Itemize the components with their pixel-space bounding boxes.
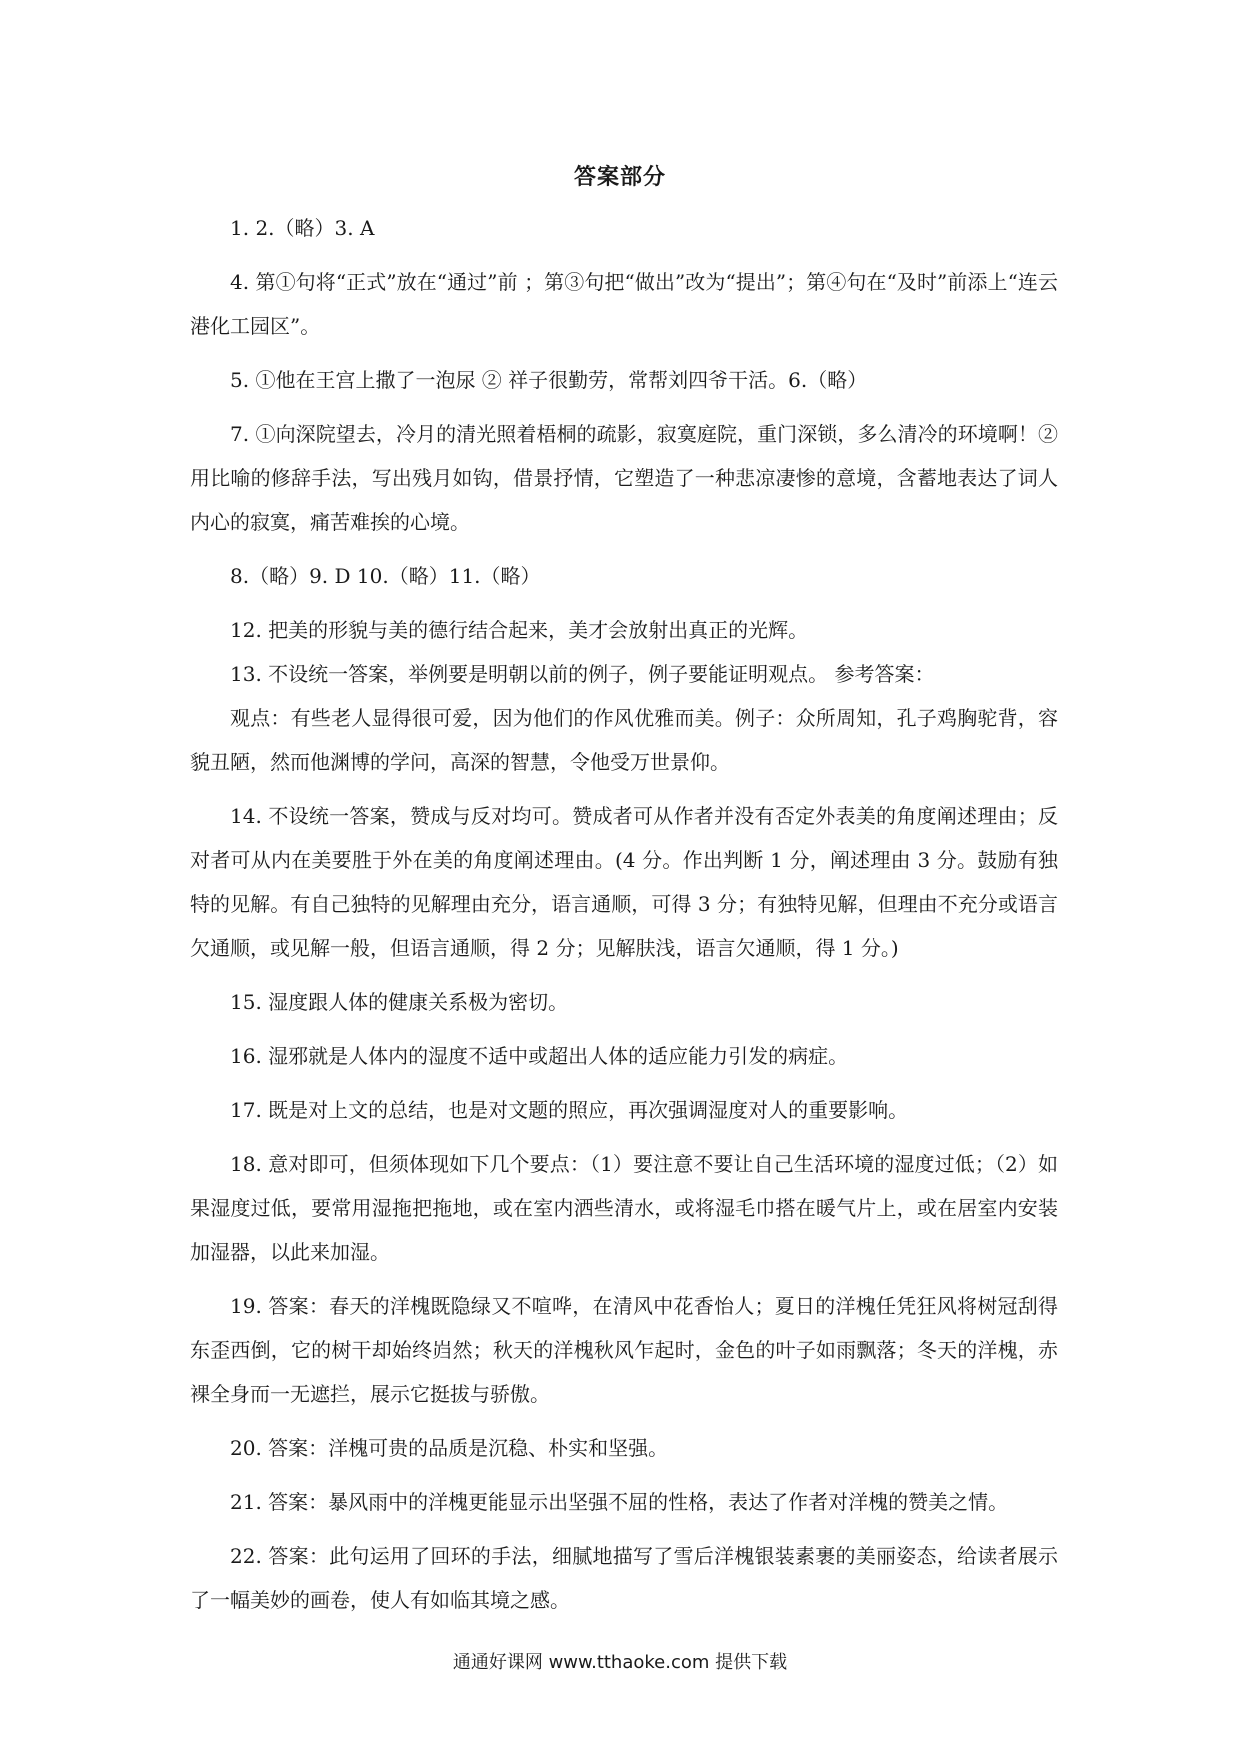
answer-7: 7. ①向深院望去，冷月的清光照着梧桐的疏影，寂寞庭院，重门深锁，多么清冷的环境啊！②用比喻的修辞手法，写出残月如钩，借景抒情，它塑造了一种悲凉凄惨的意境，含蓄地表达了词人内心的寂寞，痛苦难挨的心境。 [190,422,1058,534]
answer-8-11: 8.（略）9. D 10.（略）11.（略） [230,564,541,588]
answer-13-reference: 观点：有些老人显得很可爱，因为他们的作风优雅而美。例子：众所周知，孔子鸡胸驼背，容貌丑陋，然而他渊博的学问，高深的智慧，令他受万世景仰。 [190,706,1058,774]
answer-22: 22. 答案：此句运用了回环的手法，细腻地描写了雪后洋槐银装素裹的美丽姿态，给读者展示了一幅美妙的画卷，使人有如临其境之感。 [190,1544,1058,1612]
answer-16: 16. 湿邪就是人体内的湿度不适中或超出人体的适应能力引发的病症。 [230,1044,849,1068]
answer-14: 14. 不设统一答案，赞成与反对均可。赞成者可从作者并没有否定外表美的角度阐述理由；反对者可从内在美要胜于外在美的角度阐述理由。(4 分。作出判断 1 分，阐述理由 3 分。鼓励有独特的见解。有自己独特的见解理由充分，语言通顺，可得 3 分；有独特见解，但理由不充分或语言欠通顺，或见解一般，但语言通顺，得 2 分；见解肤浅，语言欠通顺，得 1 分。) [190,804,1058,960]
answer-20: 20. 答案：洋槐可贵的品质是沉稳、朴实和坚强。 [230,1436,669,1460]
page-footer: 通通好课网 www.tthaoke.com 提供下载 [452,1652,788,1673]
page-title: 答案部分 [573,165,666,190]
answer-12: 12. 把美的形貌与美的德行结合起来，美才会放射出真正的光辉。 [230,618,809,642]
answer-4: 4. 第①句将“正式”放在“通过”前 ；第③句把“做出”改为“提出”；第④句在“及时”前添上“连云港化工园区”。 [190,270,1058,338]
answer-5-6: 5. ①他在王宫上撒了一泡尿 ② 祥子很勤劳，常帮刘四爷干活。6.（略） [230,368,868,392]
answer-21: 21. 答案：暴风雨中的洋槐更能显示出坚强不屈的性格，表达了作者对洋槐的赞美之情。 [230,1490,1009,1514]
answer-1-3: 1. 2.（略）3. A [230,216,375,240]
answer-15: 15. 湿度跟人体的健康关系极为密切。 [230,990,569,1014]
answer-18: 18. 意对即可，但须体现如下几个要点：（1）要注意不要让自己生活环境的湿度过低；（2）如果湿度过低，要常用湿拖把拖地，或在室内洒些清水，或将湿毛巾搭在暖气片上，或在居室内安装加湿器，以此来加湿。 [190,1152,1058,1264]
answer-17: 17. 既是对上文的总结，也是对文题的照应，再次强调湿度对人的重要影响。 [230,1098,909,1122]
answer-13: 13. 不设统一答案，举例要是明朝以前的例子，例子要能证明观点。 参考答案： [230,662,935,686]
answer-19: 19. 答案：春天的洋槐既隐绿又不喧哗，在清风中花香怡人；夏日的洋槐任凭狂风将树冠刮得东歪西倒，它的树干却始终岿然；秋天的洋槐秋风乍起时，金色的叶子如雨飘落；冬天的洋槐，赤裸全身而一无遮拦，展示它挺拔与骄傲。 [190,1294,1058,1406]
answer-body [190,206,1058,1632]
